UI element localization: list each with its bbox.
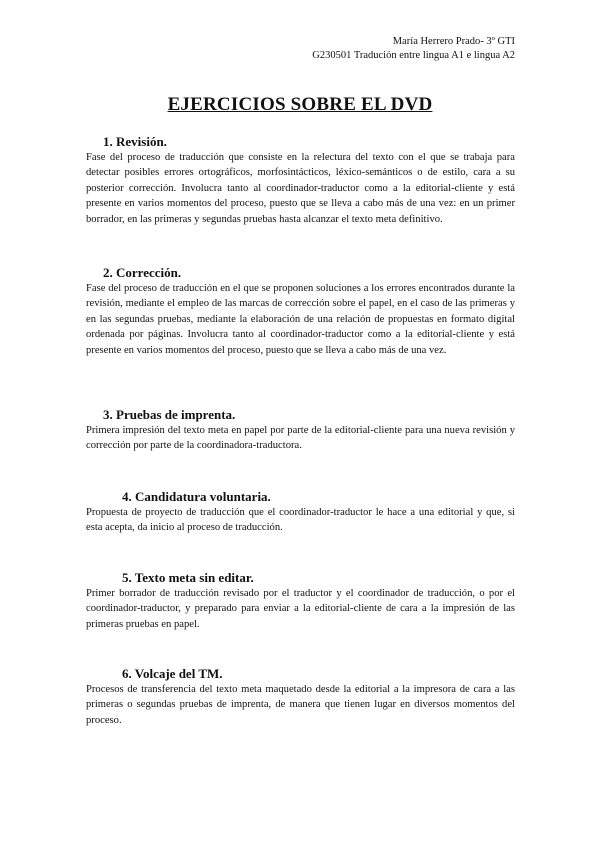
- section-heading: 4. Candidatura voluntaria.: [122, 489, 271, 504]
- section-body: Primera impresión del texto meta en papel por parte de la editorial-cliente para una nueva revisión y corrección por parte de la coordinadora-traductora.: [86, 425, 515, 452]
- author-line: María Herrero Prado- 3º GTI: [392, 36, 515, 47]
- section-correccion: [86, 265, 515, 358]
- page-title: EJERCICIOS SOBRE EL DVD: [167, 94, 433, 115]
- section-heading: 2. Corrección.: [103, 265, 182, 280]
- section-heading: 6. Volcaje del TM.: [122, 666, 223, 681]
- section-body: Fase del proceso de traducción que consiste en la relectura del texto con el que se trabaja para detectar posibles errores ortográficos, morfosintácticos, léxico-semánticos o de estilo, cara a su posterior corrección. Involucra tanto al coordinador-traductor como a la editorial-cliente y está presente en varios momentos del proceso, puesto que se lleva a cabo más de una vez: en un primer borrador, en las primeras y segundas pruebas hasta alcanzar el texto meta definitivo.: [86, 152, 515, 225]
- section-volcaje-tm: [86, 666, 515, 728]
- section-candidatura-voluntaria: [86, 489, 515, 536]
- section-heading: 1. Revisión.: [103, 134, 167, 149]
- section-body: Procesos de transferencia del texto meta maquetado desde la editorial a la impresora de cara a las primeras o segundas pruebas de imprenta, de manera que tienen lugar en diversos momentos del proceso.: [86, 684, 515, 726]
- section-heading: 5. Texto meta sin editar.: [122, 570, 254, 585]
- section-body: Propuesta de proyecto de traducción que el coordinador-traductor le hace a una editorial y que, si esta acepta, da inicio al proceso de traducción.: [86, 507, 515, 534]
- section-texto-meta-sin-editar: [86, 570, 515, 632]
- section-heading: 3. Pruebas de imprenta.: [103, 407, 236, 422]
- section-body: Primer borrador de traducción revisado por el traductor y el coordinador de traducción, o por el coordinador-traductor, y preparado para enviar a la editorial-cliente de cara a la impresión de las primeras pruebas en papel.: [86, 588, 515, 630]
- document-header: [312, 35, 515, 63]
- course-line: G230501 Tradución entre lingua A1 e lingua A2: [312, 50, 515, 61]
- section-body: Fase del proceso de traducción en el que se proponen soluciones a los errores encontrados durante la revisión, mediante el empleo de las marcas de corrección sobre el papel, en el caso de las primeras y en las segundas pruebas, mediante la elaboración de una relación de propuestas en formato digital ordenada por páginas. Involucra tanto al coordinador-traductor como a la editorial-cliente y está presente en varios momentos del proceso, puesto que se lleva a cabo más de una vez.: [86, 283, 515, 356]
- section-revision: [86, 134, 515, 227]
- section-pruebas-imprenta: [86, 407, 515, 454]
